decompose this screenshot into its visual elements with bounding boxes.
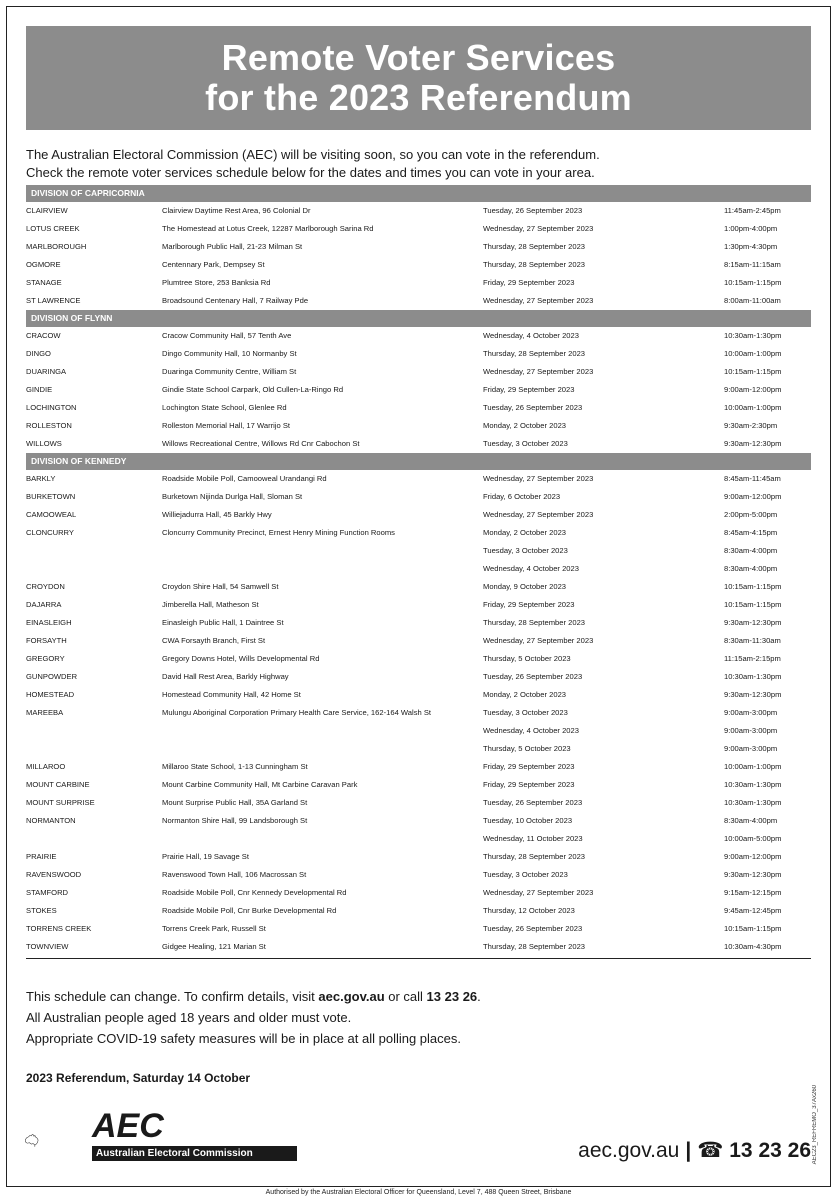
date-cell: Thursday, 28 September 2023 (483, 942, 586, 951)
intro-line-2: Check the remote voter services schedule below for the dates and times you can vote in your area. (26, 165, 595, 180)
time-cell: 10:30am-1:30pm (724, 672, 782, 681)
location-cell: MAREEBA (26, 708, 64, 717)
table-row (26, 274, 811, 292)
time-cell: 9:30am-12:30pm (724, 439, 782, 448)
table-row (26, 938, 811, 956)
venue-cell: Marlborough Public Hall, 21-23 Milman St (162, 242, 303, 251)
date-cell: Monday, 2 October 2023 (483, 421, 567, 430)
time-cell: 8:45am-4:15pm (724, 528, 778, 537)
location-cell: NORMANTON (26, 816, 76, 825)
time-cell: 2:00pm-5:00pm (724, 510, 778, 519)
location-cell: FORSAYTH (26, 636, 67, 645)
location-cell: BURKETOWN (26, 492, 76, 501)
intro-line-1: The Australian Electoral Commission (AEC) will be visiting soon, so you can vote in the referendum. (26, 147, 600, 162)
time-cell: 10:15am-1:15pm (724, 600, 782, 609)
location-cell (26, 560, 162, 578)
table-row (26, 256, 811, 274)
date-cell: Thursday, 5 October 2023 (483, 654, 571, 663)
schedule-change-note (26, 986, 811, 1007)
table-row (26, 920, 811, 938)
time-cell: 10:30am-1:30pm (724, 780, 782, 789)
time-cell: 8:00am-11:00am (724, 296, 781, 305)
table-row (26, 327, 811, 345)
date-cell: Tuesday, 26 September 2023 (483, 403, 583, 412)
venue-cell (162, 830, 483, 848)
venue-cell: Dingo Community Hall, 10 Normanby St (162, 349, 297, 358)
table-row (26, 220, 811, 238)
venue-cell: Roadside Mobile Poll, Cnr Kennedy Developmental Rd (162, 888, 347, 897)
time-cell: 8:45am-11:45am (724, 474, 781, 483)
time-cell: 8:15am-11:15am (724, 260, 781, 269)
venue-cell: Einasleigh Public Hall, 1 Daintree St (162, 618, 284, 627)
date-cell: Wednesday, 4 October 2023 (483, 564, 579, 573)
time-cell: 9:00am-3:00pm (724, 726, 778, 735)
table-row (26, 902, 811, 920)
table-row (26, 794, 811, 812)
venue-cell: Lochington State School, Glenlee Rd (162, 403, 287, 412)
aec-logo-name: Australian Electoral Commission (92, 1146, 297, 1161)
change-note-suffix: . (477, 989, 481, 1004)
referendum-date: 2023 Referendum, Saturday 14 October (26, 1071, 251, 1085)
location-cell: BARKLY (26, 474, 56, 483)
venue-cell: Homestead Community Hall, 42 Home St (162, 690, 301, 699)
aec-logo-text: AEC (92, 1107, 164, 1145)
location-cell: MOUNT CARBINE (26, 780, 90, 789)
contact-phone[interactable]: 13 23 26 (729, 1139, 811, 1162)
contact-website[interactable]: aec.gov.au (578, 1139, 680, 1162)
table-row (26, 238, 811, 256)
location-cell: MARLBOROUGH (26, 242, 87, 251)
date-cell: Thursday, 28 September 2023 (483, 349, 586, 358)
table-row (26, 830, 811, 848)
venue-cell (162, 740, 483, 758)
time-cell: 9:15am-12:15pm (724, 888, 782, 897)
location-cell: CAMOOWEAL (26, 510, 77, 519)
time-cell: 11:45am-2:45pm (724, 206, 781, 215)
venue-cell: Mount Carbine Community Hall, Mt Carbine Caravan Park (162, 780, 358, 789)
time-cell: 8:30am-4:00pm (724, 816, 778, 825)
time-cell: 10:00am-5:00pm (724, 834, 782, 843)
venue-cell: Torrens Creek Park, Russell St (162, 924, 266, 933)
time-cell: 10:15am-1:15pm (724, 278, 782, 287)
table-row (26, 345, 811, 363)
time-cell: 9:00am-12:00pm (724, 385, 782, 394)
date-cell: Friday, 29 September 2023 (483, 278, 575, 287)
time-cell: 10:00am-1:00pm (724, 762, 782, 771)
location-cell: RAVENSWOOD (26, 870, 82, 879)
table-row (26, 292, 811, 310)
table-row (26, 202, 811, 220)
table-row (26, 506, 811, 524)
time-cell: 1:30pm-4:30pm (724, 242, 778, 251)
location-cell: TORRENS CREEK (26, 924, 92, 933)
venue-cell: Croydon Shire Hall, 54 Samwell St (162, 582, 279, 591)
time-cell: 10:30am-4:30pm (724, 942, 782, 951)
date-cell: Thursday, 12 October 2023 (483, 906, 575, 915)
venue-cell: Centennary Park, Dempsey St (162, 260, 265, 269)
time-cell: 8:30am-4:00pm (724, 564, 778, 573)
title-line-2: for the 2023 Referendum (205, 77, 632, 118)
venue-cell: Prairie Hall, 19 Savage St (162, 852, 249, 861)
venue-cell: Clairview Daytime Rest Area, 96 Colonial Dr (162, 206, 311, 215)
venue-cell: The Homestead at Lotus Creek, 12287 Marlborough Sarina Rd (162, 224, 374, 233)
change-note-prefix: This schedule can change. To confirm details, visit (26, 989, 319, 1004)
date-cell: Friday, 29 September 2023 (483, 600, 575, 609)
venue-cell (162, 722, 483, 740)
date-cell: Tuesday, 3 October 2023 (483, 708, 568, 717)
time-cell: 9:30am-2:30pm (724, 421, 778, 430)
table-row (26, 578, 811, 596)
table-row (26, 488, 811, 506)
location-cell: MOUNT SURPRISE (26, 798, 95, 807)
location-cell: WILLOWS (26, 439, 62, 448)
location-cell: HOMESTEAD (26, 690, 75, 699)
venue-cell: Ravenswood Town Hall, 106 Macrossan St (162, 870, 307, 879)
date-cell: Tuesday, 3 October 2023 (483, 439, 568, 448)
time-cell: 10:15am-1:15pm (724, 924, 782, 933)
table-row (26, 632, 811, 650)
venue-cell: Mulungu Aboriginal Corporation Primary Health Care Service, 162-164 Walsh St (162, 708, 432, 717)
venue-cell: Roadside Mobile Poll, Camooweal Urandangi Rd (162, 474, 327, 483)
intro-text (26, 146, 811, 182)
date-cell: Tuesday, 3 October 2023 (483, 546, 568, 555)
australia-map-icon (24, 1108, 90, 1172)
location-cell: CLONCURRY (26, 528, 74, 537)
phone-icon: ☎ (697, 1139, 724, 1162)
change-note-middle: or call (384, 989, 427, 1004)
location-cell (26, 542, 162, 560)
table-row (26, 614, 811, 632)
date-cell: Wednesday, 27 September 2023 (483, 636, 594, 645)
time-cell: 9:00am-3:00pm (724, 708, 778, 717)
document-code: AEC23_REFREMO_37Ax260 (812, 1085, 818, 1165)
table-row (26, 758, 811, 776)
time-cell: 9:00am-12:00pm (724, 852, 782, 861)
venue-cell: Gregory Downs Hotel, Wills Developmental Rd (162, 654, 320, 663)
location-cell: CRACOW (26, 331, 61, 340)
time-cell: 9:45am-12:45pm (724, 906, 782, 915)
venue-cell: CWA Forsayth Branch, First St (162, 636, 266, 645)
date-cell: Wednesday, 11 October 2023 (483, 834, 583, 843)
schedule-table (26, 185, 811, 959)
table-row (26, 848, 811, 866)
covid-note: Appropriate COVID-19 safety measures will be in place at all polling places. (26, 1031, 461, 1046)
table-row (26, 363, 811, 381)
venue-cell: David Hall Rest Area, Barkly Highway (162, 672, 289, 681)
location-cell (26, 740, 162, 758)
date-cell: Wednesday, 27 September 2023 (483, 510, 594, 519)
location-cell: ST LAWRENCE (26, 296, 81, 305)
location-cell: DINGO (26, 349, 51, 358)
date-cell: Tuesday, 26 September 2023 (483, 924, 583, 933)
time-cell: 11:15am-2:15pm (724, 654, 781, 663)
time-cell: 8:30am-4:00pm (724, 546, 778, 555)
table-row (26, 812, 811, 830)
footer-phone-number[interactable]: 13 23 26 (426, 989, 478, 1004)
location-cell: DAJARRA (26, 600, 62, 609)
location-cell: EINASLEIGH (26, 618, 72, 627)
table-end-rule (26, 958, 811, 959)
division-header: DIVISION OF CAPRICORNIA (26, 185, 811, 202)
title-line-1: Remote Voter Services (221, 37, 616, 78)
location-cell: PRAIRIE (26, 852, 57, 861)
time-cell: 9:30am-12:30pm (724, 690, 782, 699)
table-row (26, 686, 811, 704)
time-cell: 10:00am-1:00pm (724, 349, 782, 358)
table-row (26, 470, 811, 488)
division-header: DIVISION OF KENNEDY (26, 453, 811, 470)
venue-cell: Jimberella Hall, Matheson St (162, 600, 259, 609)
table-row (26, 381, 811, 399)
contact-block (578, 1138, 811, 1164)
time-cell: 10:15am-1:15pm (724, 367, 782, 376)
venue-cell: Broadsound Centenary Hall, 7 Railway Pde (162, 296, 309, 305)
date-cell: Wednesday, 27 September 2023 (483, 367, 594, 376)
footer-notes (26, 986, 811, 1049)
venue-cell (162, 560, 483, 578)
table-row (26, 866, 811, 884)
time-cell: 9:00am-12:00pm (724, 492, 782, 501)
time-cell: 10:15am-1:15pm (724, 582, 782, 591)
location-cell: ROLLESTON (26, 421, 72, 430)
date-cell: Monday, 9 October 2023 (483, 582, 567, 591)
date-cell: Wednesday, 27 September 2023 (483, 296, 594, 305)
location-cell: DUARINGA (26, 367, 67, 376)
date-cell: Thursday, 28 September 2023 (483, 618, 586, 627)
table-row (26, 668, 811, 686)
table-row (26, 650, 811, 668)
venue-cell: Cracow Community Hall, 57 Tenth Ave (162, 331, 292, 340)
venue-cell: Burketown Nijinda Durlga Hall, Sloman St (162, 492, 303, 501)
time-cell: 1:00pm-4:00pm (724, 224, 778, 233)
footer-website-link[interactable]: aec.gov.au (318, 989, 385, 1004)
location-cell: GREGORY (26, 654, 65, 663)
venue-cell: Gindie State School Carpark, Old Cullen-La-Ringo Rd (162, 385, 344, 394)
venue-cell: Duaringa Community Centre, William St (162, 367, 297, 376)
date-cell: Wednesday, 4 October 2023 (483, 726, 579, 735)
location-cell: MILLAROO (26, 762, 66, 771)
location-cell: CROYDON (26, 582, 65, 591)
date-cell: Monday, 2 October 2023 (483, 528, 567, 537)
title-banner (26, 26, 811, 130)
time-cell: 9:30am-12:30pm (724, 870, 782, 879)
date-cell: Friday, 29 September 2023 (483, 780, 575, 789)
table-row (26, 740, 811, 758)
table-row (26, 399, 811, 417)
location-cell: GUNPOWDER (26, 672, 78, 681)
contact-separator: | (685, 1139, 692, 1162)
date-cell: Thursday, 28 September 2023 (483, 242, 586, 251)
table-row (26, 884, 811, 902)
date-cell: Wednesday, 27 September 2023 (483, 224, 594, 233)
location-cell (26, 722, 162, 740)
venue-cell: Willows Recreational Centre, Willows Rd Cnr Cabochon St (162, 439, 360, 448)
time-cell: 9:30am-12:30pm (724, 618, 782, 627)
date-cell: Friday, 6 October 2023 (483, 492, 561, 501)
division-header: DIVISION OF FLYNN (26, 310, 811, 327)
location-cell: OGMORE (26, 260, 61, 269)
table-row (26, 776, 811, 794)
authorisation-statement: Authorised by the Australian Electoral Officer for Queensland, Level 7, 488 Queen Street, Brisbane (265, 1189, 572, 1196)
location-cell (26, 830, 162, 848)
date-cell: Tuesday, 26 September 2023 (483, 206, 583, 215)
location-cell: STANAGE (26, 278, 62, 287)
eligibility-note: All Australian people aged 18 years and older must vote. (26, 1010, 352, 1025)
time-cell: 10:30am-1:30pm (724, 798, 782, 807)
time-cell: 10:00am-1:00pm (724, 403, 782, 412)
venue-cell: Williejadurra Hall, 45 Barkly Hwy (162, 510, 272, 519)
time-cell: 9:00am-3:00pm (724, 744, 778, 753)
venue-cell: Gidgee Healing, 121 Marian St (162, 942, 266, 951)
venue-cell (162, 542, 483, 560)
date-cell: Thursday, 5 October 2023 (483, 744, 571, 753)
date-cell: Thursday, 28 September 2023 (483, 852, 586, 861)
date-cell: Tuesday, 3 October 2023 (483, 870, 568, 879)
table-row (26, 704, 811, 722)
time-cell: 8:30am-11:30am (724, 636, 781, 645)
date-cell: Friday, 29 September 2023 (483, 385, 575, 394)
location-cell: STAMFORD (26, 888, 69, 897)
time-cell: 10:30am-1:30pm (724, 331, 782, 340)
date-cell: Thursday, 28 September 2023 (483, 260, 586, 269)
table-row (26, 542, 811, 560)
table-row (26, 722, 811, 740)
date-cell: Friday, 29 September 2023 (483, 762, 575, 771)
location-cell: CLAIRVIEW (26, 206, 68, 215)
venue-cell: Rolleston Memorial Hall, 17 Warrijo St (162, 421, 291, 430)
date-cell: Tuesday, 26 September 2023 (483, 672, 583, 681)
date-cell: Wednesday, 27 September 2023 (483, 888, 594, 897)
venue-cell: Millaroo State School, 1-13 Cunningham St (162, 762, 308, 771)
venue-cell: Roadside Mobile Poll, Cnr Burke Developmental Rd (162, 906, 337, 915)
date-cell: Monday, 2 October 2023 (483, 690, 567, 699)
venue-cell: Mount Surprise Public Hall, 35A Garland St (162, 798, 308, 807)
venue-cell: Plumtree Store, 253 Banksia Rd (162, 278, 271, 287)
table-row (26, 417, 811, 435)
location-cell: LOTUS CREEK (26, 224, 80, 233)
venue-cell: Cloncurry Community Precinct, Ernest Henry Mining Function Rooms (162, 528, 395, 537)
table-row (26, 524, 811, 542)
date-cell: Wednesday, 27 September 2023 (483, 474, 594, 483)
table-row (26, 596, 811, 614)
date-cell: Tuesday, 26 September 2023 (483, 798, 583, 807)
location-cell: STOKES (26, 906, 57, 915)
table-row (26, 560, 811, 578)
location-cell: GINDIE (26, 385, 53, 394)
date-cell: Tuesday, 10 October 2023 (483, 816, 573, 825)
table-row (26, 435, 811, 453)
location-cell: LOCHINGTON (26, 403, 77, 412)
date-cell: Wednesday, 4 October 2023 (483, 331, 579, 340)
location-cell: TOWNVIEW (26, 942, 69, 951)
venue-cell: Normanton Shire Hall, 99 Landsborough St (162, 816, 308, 825)
